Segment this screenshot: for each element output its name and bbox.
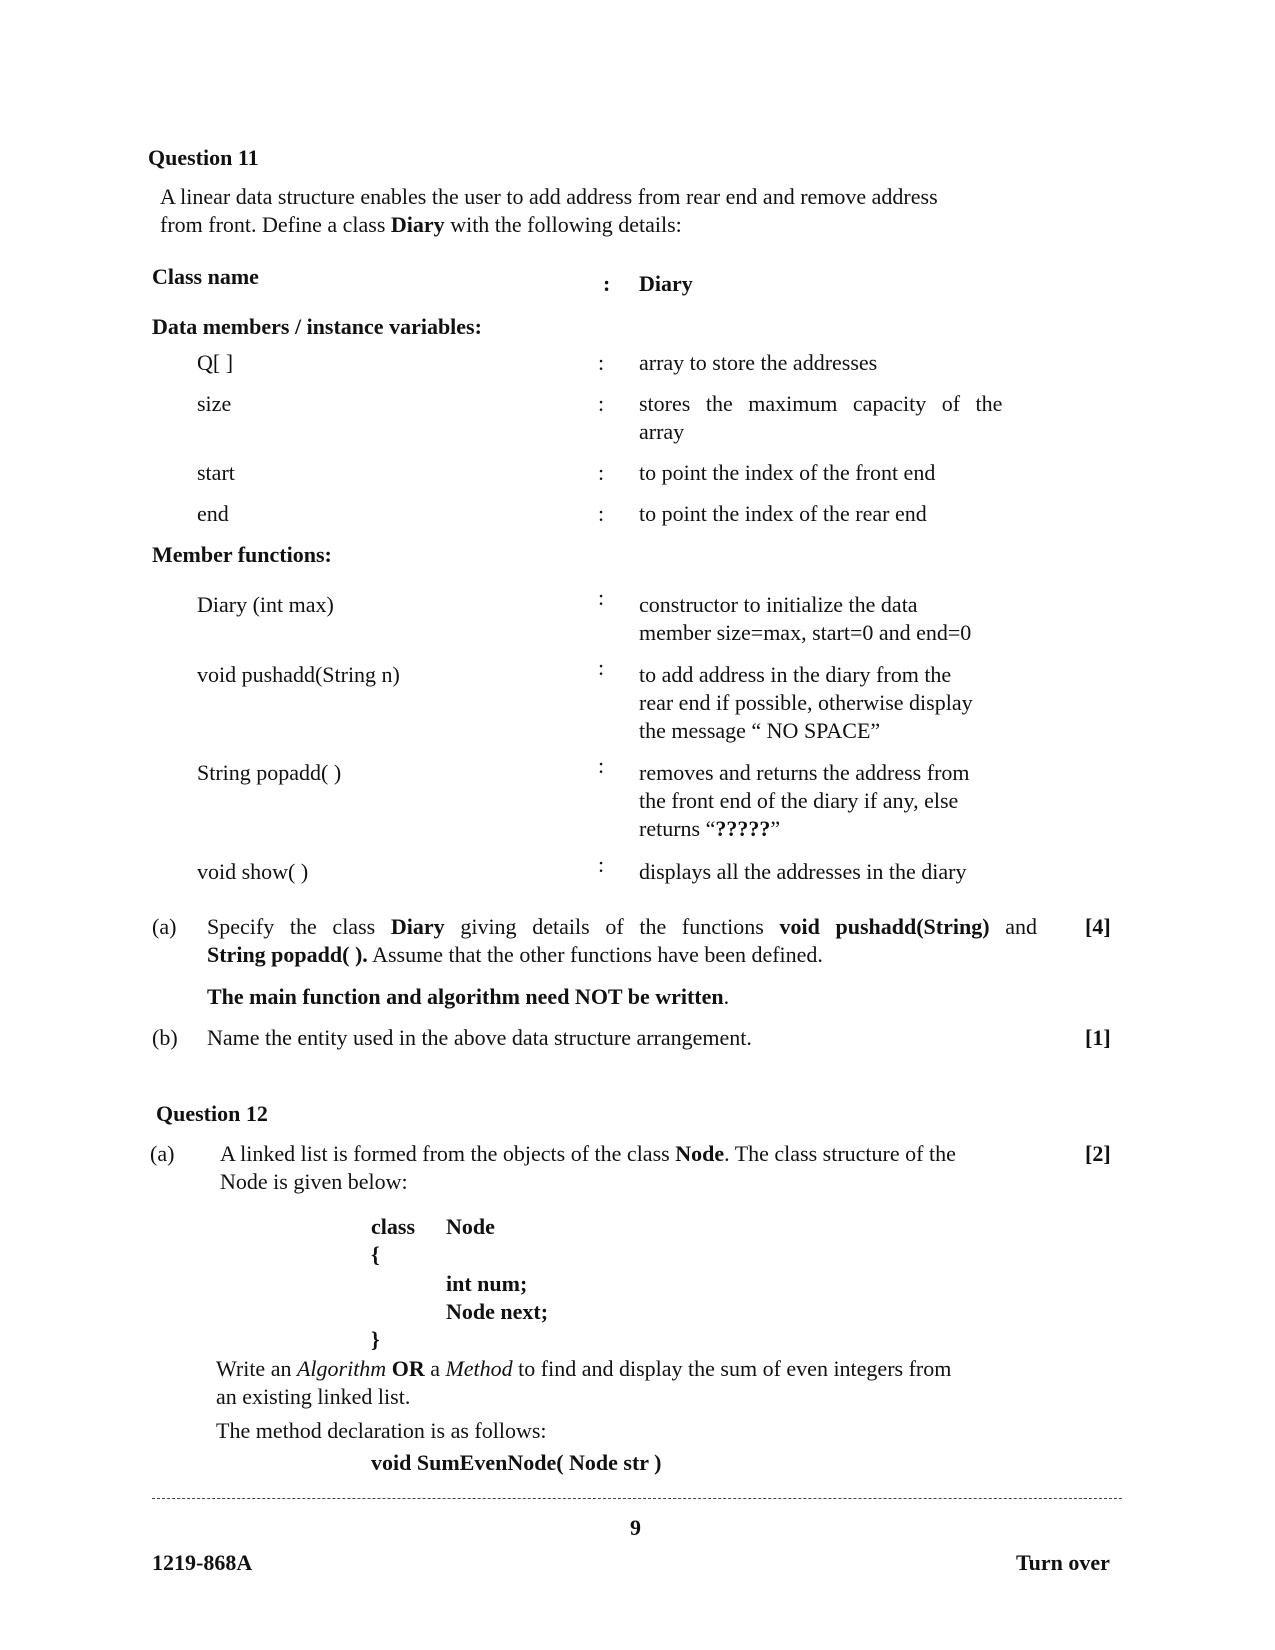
member-desc: to point the index of the front end: [639, 460, 936, 485]
function-desc-cont: the front end of the diary if any, else: [639, 788, 959, 813]
q11-part-a-marks: [4]: [1085, 914, 1111, 939]
member-desc: array to store the addresses: [639, 350, 878, 375]
function-desc-cont: the message “ NO SPACE”: [639, 718, 881, 743]
code-class-keyword: class: [371, 1214, 415, 1239]
member-name-start: start: [197, 460, 235, 485]
turn-over-label: Turn over: [1016, 1550, 1110, 1575]
member-colon: :: [598, 350, 605, 375]
class-name-colon: :: [603, 271, 611, 296]
code-class-name: Node: [446, 1214, 495, 1239]
function-colon: :: [598, 655, 605, 680]
q11-part-a-label: (a): [152, 914, 177, 939]
class-name-value: Diary: [639, 271, 693, 296]
member-name-end: end: [197, 501, 229, 526]
member-desc: to point the index of the rear end: [639, 501, 927, 526]
q11-part-b-marks: [1]: [1085, 1025, 1111, 1050]
data-members-heading: Data members / instance variables:: [152, 314, 482, 339]
function-name-pushadd: void pushadd(String n): [197, 662, 400, 687]
q12-decl-intro: The method declaration is as follows:: [216, 1418, 547, 1443]
q11-part-a-line1: Specify the class Diary giving details of the functions void pushadd(String) and: [207, 914, 1038, 939]
q12-part-a-line1: A linked list is formed from the objects of the class Node. The class structure of the: [220, 1141, 956, 1166]
question-12-heading: Question 12: [156, 1101, 268, 1126]
function-colon: :: [598, 852, 605, 877]
function-desc-cont: returns “?????”: [639, 816, 781, 841]
member-name-size: size: [197, 391, 232, 416]
q11-intro-line1: A linear data structure enables the user to add address from rear end and remove address: [160, 184, 938, 209]
function-desc: to add address in the diary from the: [639, 662, 952, 687]
q11-intro-line2: from front. Define a class Diary with the following details:: [160, 212, 682, 237]
member-name-q: Q[ ]: [197, 350, 234, 375]
member-colon: :: [598, 501, 605, 526]
q12-part-a-label: (a): [150, 1141, 175, 1166]
question-11-heading: Question 11: [148, 145, 259, 170]
q12-part-a-line2: Node is given below:: [220, 1169, 408, 1194]
q12-part-a-marks: [2]: [1085, 1141, 1111, 1166]
q12-write-line1: Write an Algorithm OR a Method to find and display the sum of even integers from: [216, 1356, 952, 1381]
function-desc-cont: member size=max, start=0 and end=0: [639, 620, 972, 645]
member-colon: :: [598, 391, 605, 416]
q12-write-line2: an existing linked list.: [216, 1384, 411, 1409]
function-name-constructor: Diary (int max): [197, 592, 334, 617]
q11-part-b-text: Name the entity used in the above data structure arrangement.: [207, 1025, 752, 1050]
q11-part-b-label: (b): [152, 1025, 178, 1050]
function-desc: removes and returns the address from: [639, 760, 970, 785]
function-colon: :: [598, 585, 605, 610]
code-close-brace: }: [371, 1327, 380, 1352]
class-name-label: Class name: [152, 264, 259, 289]
function-desc: displays all the addresses in the diary: [639, 859, 967, 884]
function-desc: constructor to initialize the data: [639, 592, 918, 617]
q11-part-a-note: The main function and algorithm need NOT be written.: [207, 984, 730, 1009]
code-field-num: int num;: [446, 1271, 528, 1296]
member-desc-cont: array: [639, 419, 685, 444]
function-colon: :: [598, 753, 605, 778]
code-field-next: Node next;: [446, 1299, 549, 1324]
function-name-popadd: String popadd( ): [197, 760, 342, 785]
paper-code: 1219-868A: [152, 1550, 253, 1575]
page-number: 9: [630, 1515, 641, 1540]
function-name-show: void show( ): [197, 859, 309, 884]
member-desc: stores the maximum capacity of the: [639, 391, 1003, 416]
footer-divider: [152, 1498, 1122, 1499]
q11-part-a-line2: String popadd( ). Assume that the other functions have been defined.: [207, 942, 823, 967]
code-open-brace: {: [371, 1242, 380, 1267]
q12-method-declaration: void SumEvenNode( Node str ): [371, 1450, 662, 1475]
member-functions-heading: Member functions:: [152, 542, 332, 567]
function-desc-cont: rear end if possible, otherwise display: [639, 690, 973, 715]
member-colon: :: [598, 460, 605, 485]
